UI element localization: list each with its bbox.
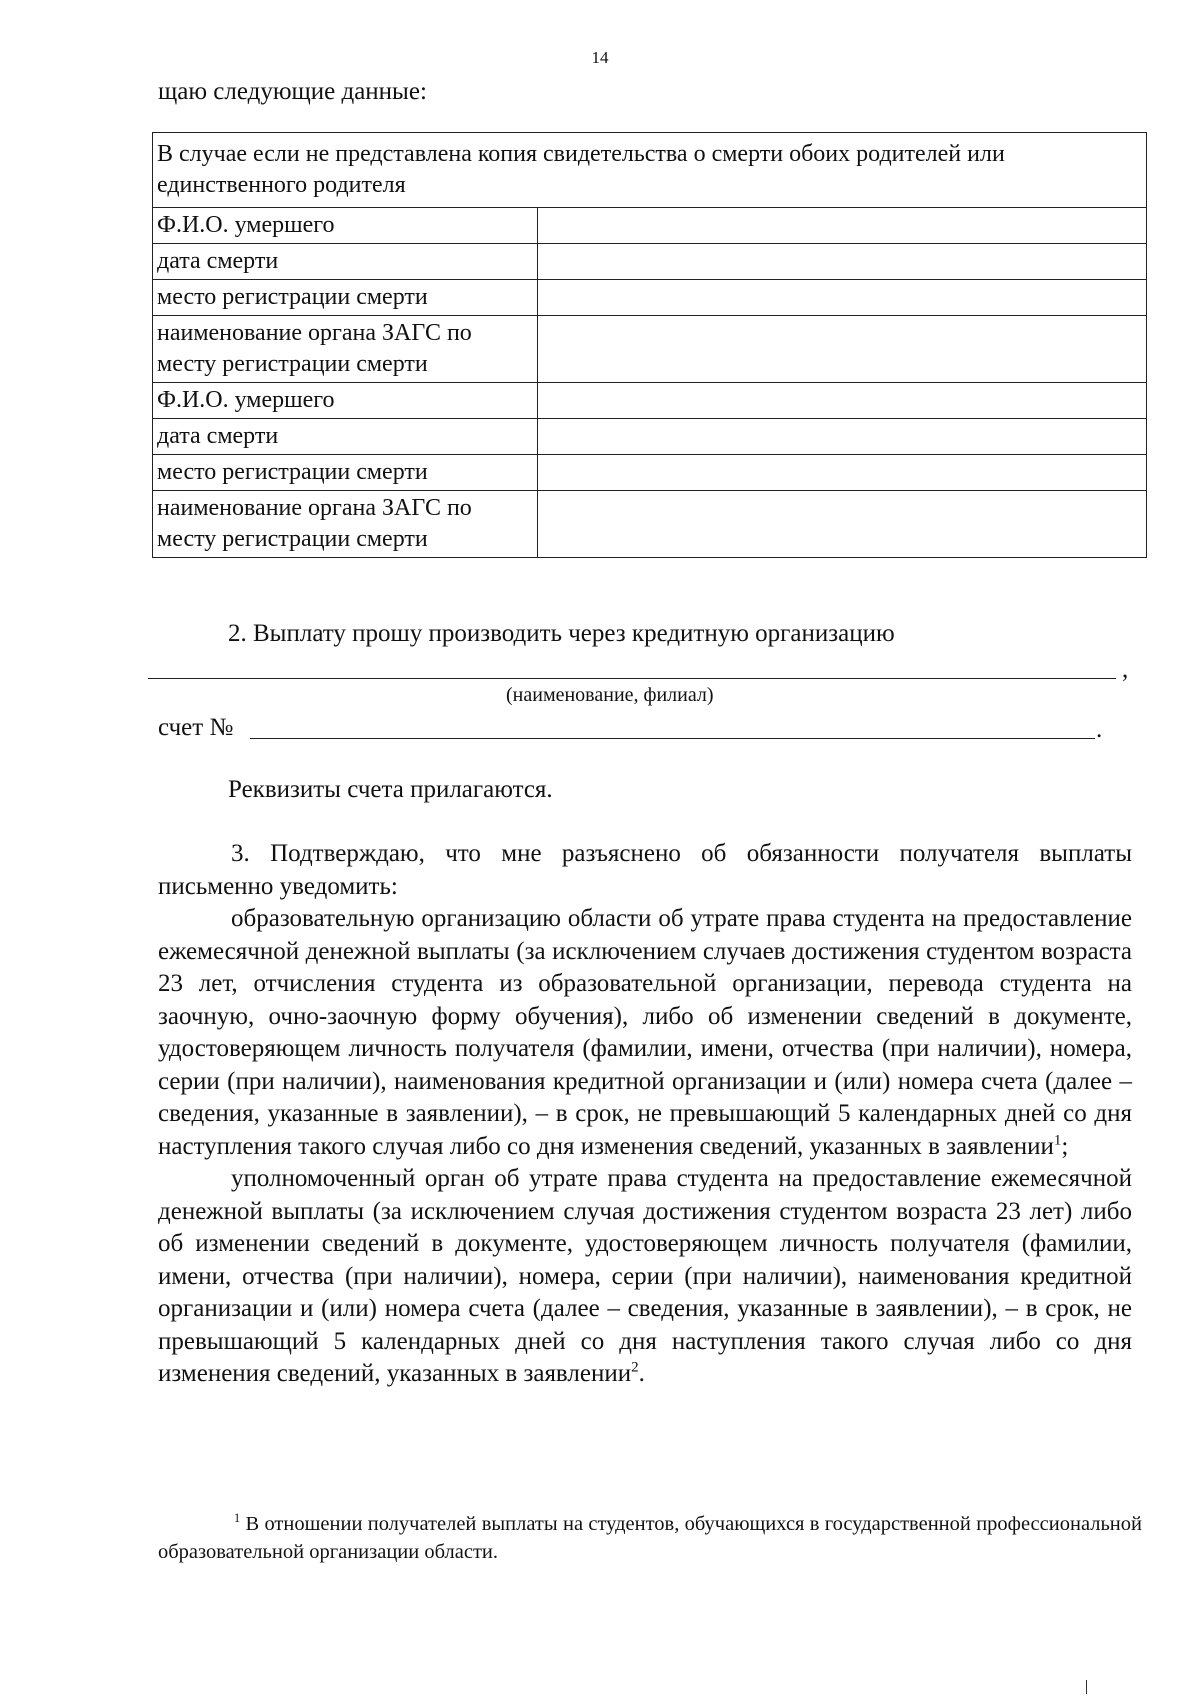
section-2-text: 2. Выплату прошу производить через кредитную организацию bbox=[228, 620, 895, 647]
table-row bbox=[153, 316, 1147, 383]
row-value[interactable] bbox=[538, 419, 1147, 455]
row-label: место регистрации смерти bbox=[153, 455, 538, 491]
table-header-row bbox=[153, 133, 1147, 208]
row-label: Ф.И.О. умершего bbox=[153, 208, 538, 244]
item-2-text: уполномоченный орган об утрате права студента на предоставление ежемесячной денежной выплаты (за исключением случая достижения студентом возраста 23 лет) либо об изменении сведений в документе, удостоверяющем личность получателя (фамилии, имени, отчества (при наличии), номера, серии (при наличии), наименования кредитной организации и (или) номера счета (далее – сведения, указанные в заявлении), – в срок, не превышающий 5 календарных дней со дня наступления такого случая либо со дня изменения сведений, указанных в заявлении bbox=[158, 1165, 1132, 1387]
account-number-line[interactable] bbox=[250, 738, 1095, 739]
row-value[interactable] bbox=[538, 208, 1147, 244]
row-label: Ф.И.О. умершего bbox=[153, 383, 538, 419]
table-row bbox=[153, 383, 1147, 419]
footnote-ref-2: 2 bbox=[631, 1359, 639, 1376]
page-number: 14 bbox=[591, 48, 609, 67]
table-row bbox=[153, 280, 1147, 316]
section-3-item-1 bbox=[158, 903, 1132, 1163]
table-row bbox=[153, 208, 1147, 244]
footnote-ref-1: 1 bbox=[1053, 1132, 1062, 1149]
footnote-mark: 1 bbox=[234, 1511, 241, 1526]
table-row bbox=[153, 244, 1147, 280]
account-label: счет № bbox=[158, 714, 234, 741]
item-1-end: ; bbox=[1061, 1132, 1069, 1160]
bank-name-line[interactable] bbox=[148, 678, 1116, 679]
row-value[interactable] bbox=[538, 491, 1147, 558]
item-2-end: . bbox=[638, 1360, 645, 1387]
row-value[interactable] bbox=[538, 383, 1147, 419]
row-value[interactable] bbox=[538, 244, 1147, 280]
table-row bbox=[153, 491, 1147, 558]
bank-name-caption: (наименование, филиал) bbox=[506, 684, 714, 706]
row-value[interactable] bbox=[538, 280, 1147, 316]
table-row bbox=[153, 419, 1147, 455]
death-info-table bbox=[152, 132, 1147, 558]
table-header: В случае если не представлена копия свидетельства о смерти обоих родителей или единственного родителя bbox=[153, 133, 1147, 208]
scan-mark bbox=[1086, 1680, 1087, 1694]
footnote-text: В отношении получателей выплаты на студентов, обучающихся в государственной профессиональной образовательной организации области. bbox=[158, 1513, 1142, 1563]
row-value[interactable] bbox=[538, 455, 1147, 491]
row-label: дата смерти bbox=[153, 244, 538, 280]
bank-line-comma: , bbox=[1122, 656, 1129, 683]
account-line-period: . bbox=[1096, 716, 1103, 743]
section-3-intro: 3. Подтверждаю, что мне разъяснено об обязанности получателя выплаты письменно уведомить: bbox=[158, 840, 1132, 900]
lead-text: щаю следующие данные: bbox=[158, 78, 427, 105]
requisites-text: Реквизиты счета прилагаются. bbox=[228, 776, 553, 803]
row-label: наименование органа ЗАГС по месту регистрации смерти bbox=[153, 316, 538, 383]
row-label: место регистрации смерти bbox=[153, 280, 538, 316]
row-value[interactable] bbox=[538, 316, 1147, 383]
footnote bbox=[158, 1510, 1142, 1566]
section-3-item-2 bbox=[158, 1163, 1132, 1391]
table-row bbox=[153, 455, 1147, 491]
row-label: наименование органа ЗАГС по месту регистрации смерти bbox=[153, 491, 538, 558]
item-1-text: образовательную организацию области об утрате права студента на предоставление ежемесячной денежной выплаты (за исключением случаев достижения студентом возраста 23 лет, отчисления студента из образовательной организации, перевода студента на заочную, очно-заочную форму обучения), либо об изменении сведений в документе, удостоверяющем личность получателя (фамилии, имени, отчества (при наличии), номера, серии (при наличии), наименования кредитной организации и (или) номера счета (далее – сведения, указанные в заявлении), – в срок, не превышающий 5 календарных дней со дня наступления такого случая либо со дня изменения сведений, указанных в заявлении bbox=[158, 905, 1132, 1160]
row-label: дата смерти bbox=[153, 419, 538, 455]
section-3 bbox=[158, 838, 1132, 1391]
